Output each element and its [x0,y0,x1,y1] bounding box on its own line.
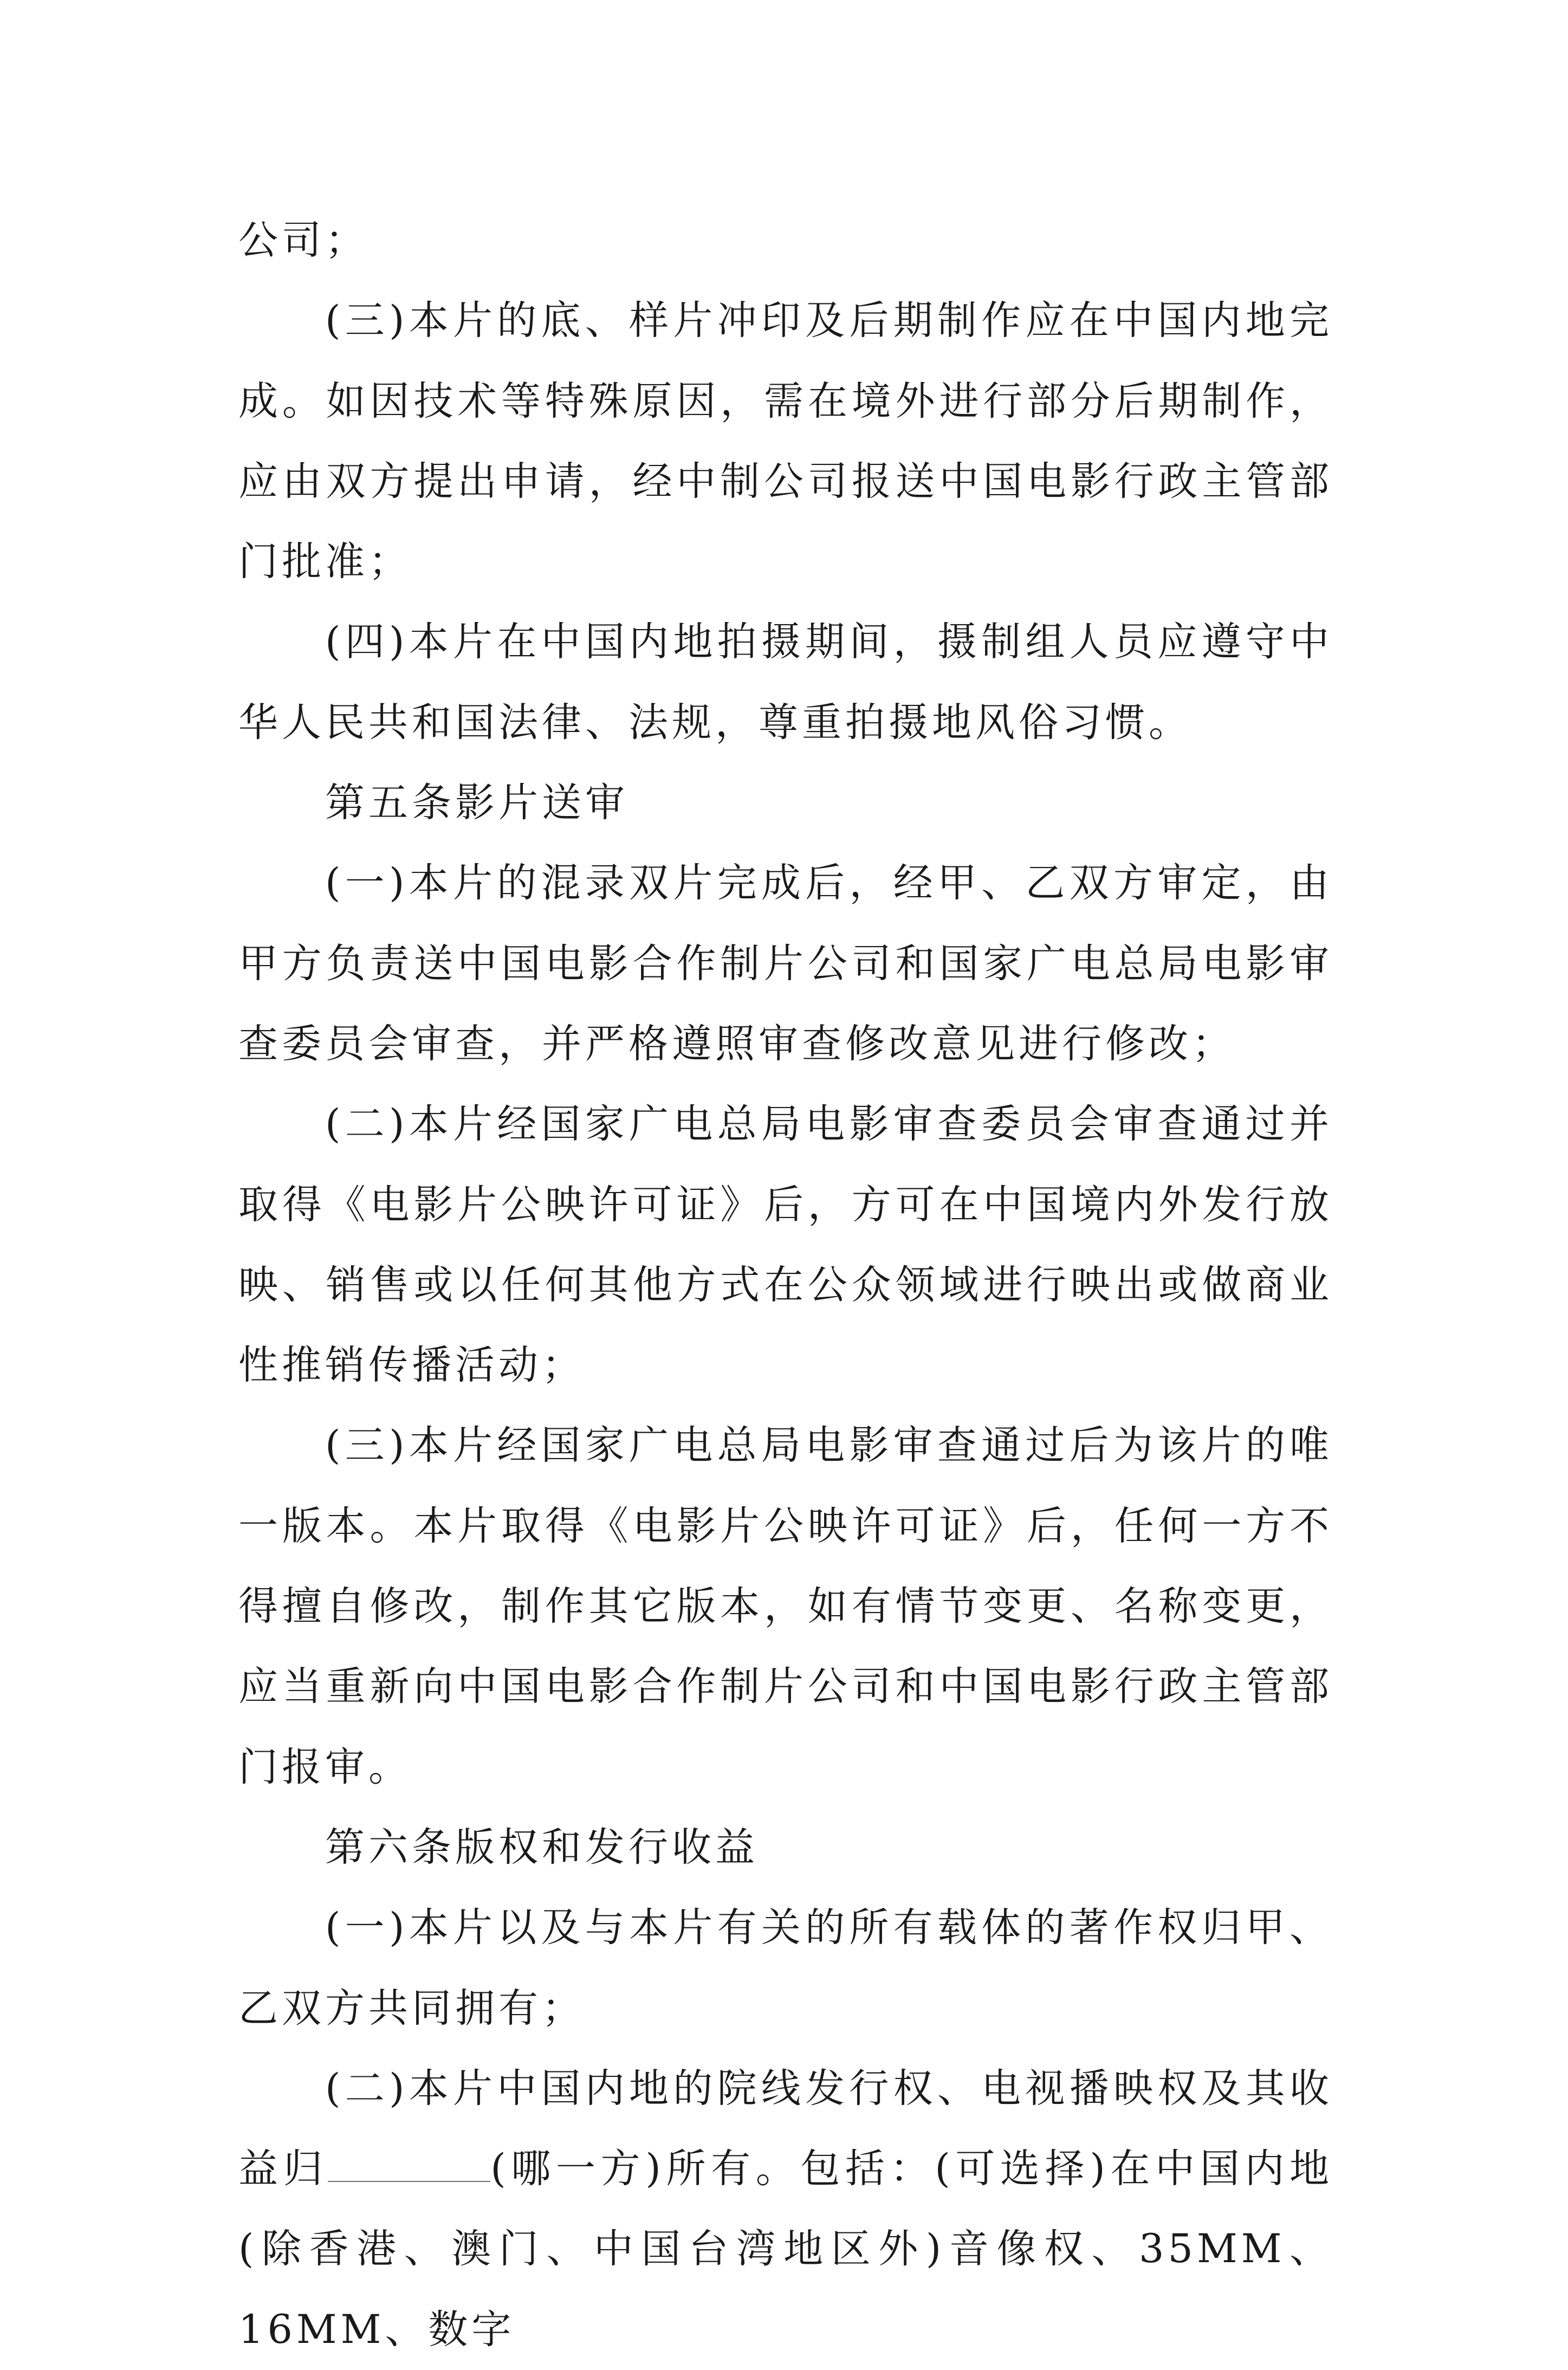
clause-6-2-text-before: (二)本片中国内地的院线发行权、电视播映权及其收益归 [238,2065,1333,2192]
paragraph-company: 公司； [238,217,368,263]
heading-article-6: 第六条版权和发行收益 [325,1824,759,1870]
paragraph-clause-4-4: (四)本片在中国内地拍摄期间，摄制组人员应遵守中华人民共和国法律、法规，尊重拍摄地风俗习惯。 [238,619,1333,746]
paragraph-clause-5-3: (三)本片经国家广电总局电影审查通过后为该片的唯一版本。本片取得《电影片公映许可证》后，任何一方不得擅自修改，制作其它版本，如有情节变更、名称变更，应当重新向中国电影合作制片公司和中国电影行政主管部门报审。 [238,1422,1333,1790]
document-body [238,200,1333,2370]
fill-in-blank[interactable] [328,2148,490,2182]
paragraph-clause-6-2 [238,2049,1333,2370]
paragraph-clause-6-1: (一)本片以及与本片有关的所有载体的著作权归甲、乙双方共同拥有； [238,1905,1333,2031]
heading-article-5: 第五条影片送审 [325,780,629,826]
clause-6-2-text-after: (哪一方)所有。包括：(可选择)在中国内地(除香港、澳门、中国台湾地区外)音像权、35MM、16MM、数字 [238,2146,1333,2353]
paragraph-clause-5-2: (二)本片经国家广电总局电影审查委员会审查通过并取得《电影片公映许可证》后，方可在中国境内外发行放映、销售或以任何其他方式在公众领域进行映出或做商业性推销传播活动； [238,1101,1333,1389]
paragraph-clause-4-3: (三)本片的底、样片冲印及后期制作应在中国内地完成。如因技术等特殊原因，需在境外进行部分后期制作，应由双方提出申请，经中制公司报送中国电影行政主管部门批准； [238,297,1333,585]
paragraph-clause-5-1: (一)本片的混录双片完成后，经甲、乙双方审定，由甲方负责送中国电影合作制片公司和国家广电总局电影审查委员会审查，并严格遵照审查修改意见进行修改； [238,860,1333,1067]
